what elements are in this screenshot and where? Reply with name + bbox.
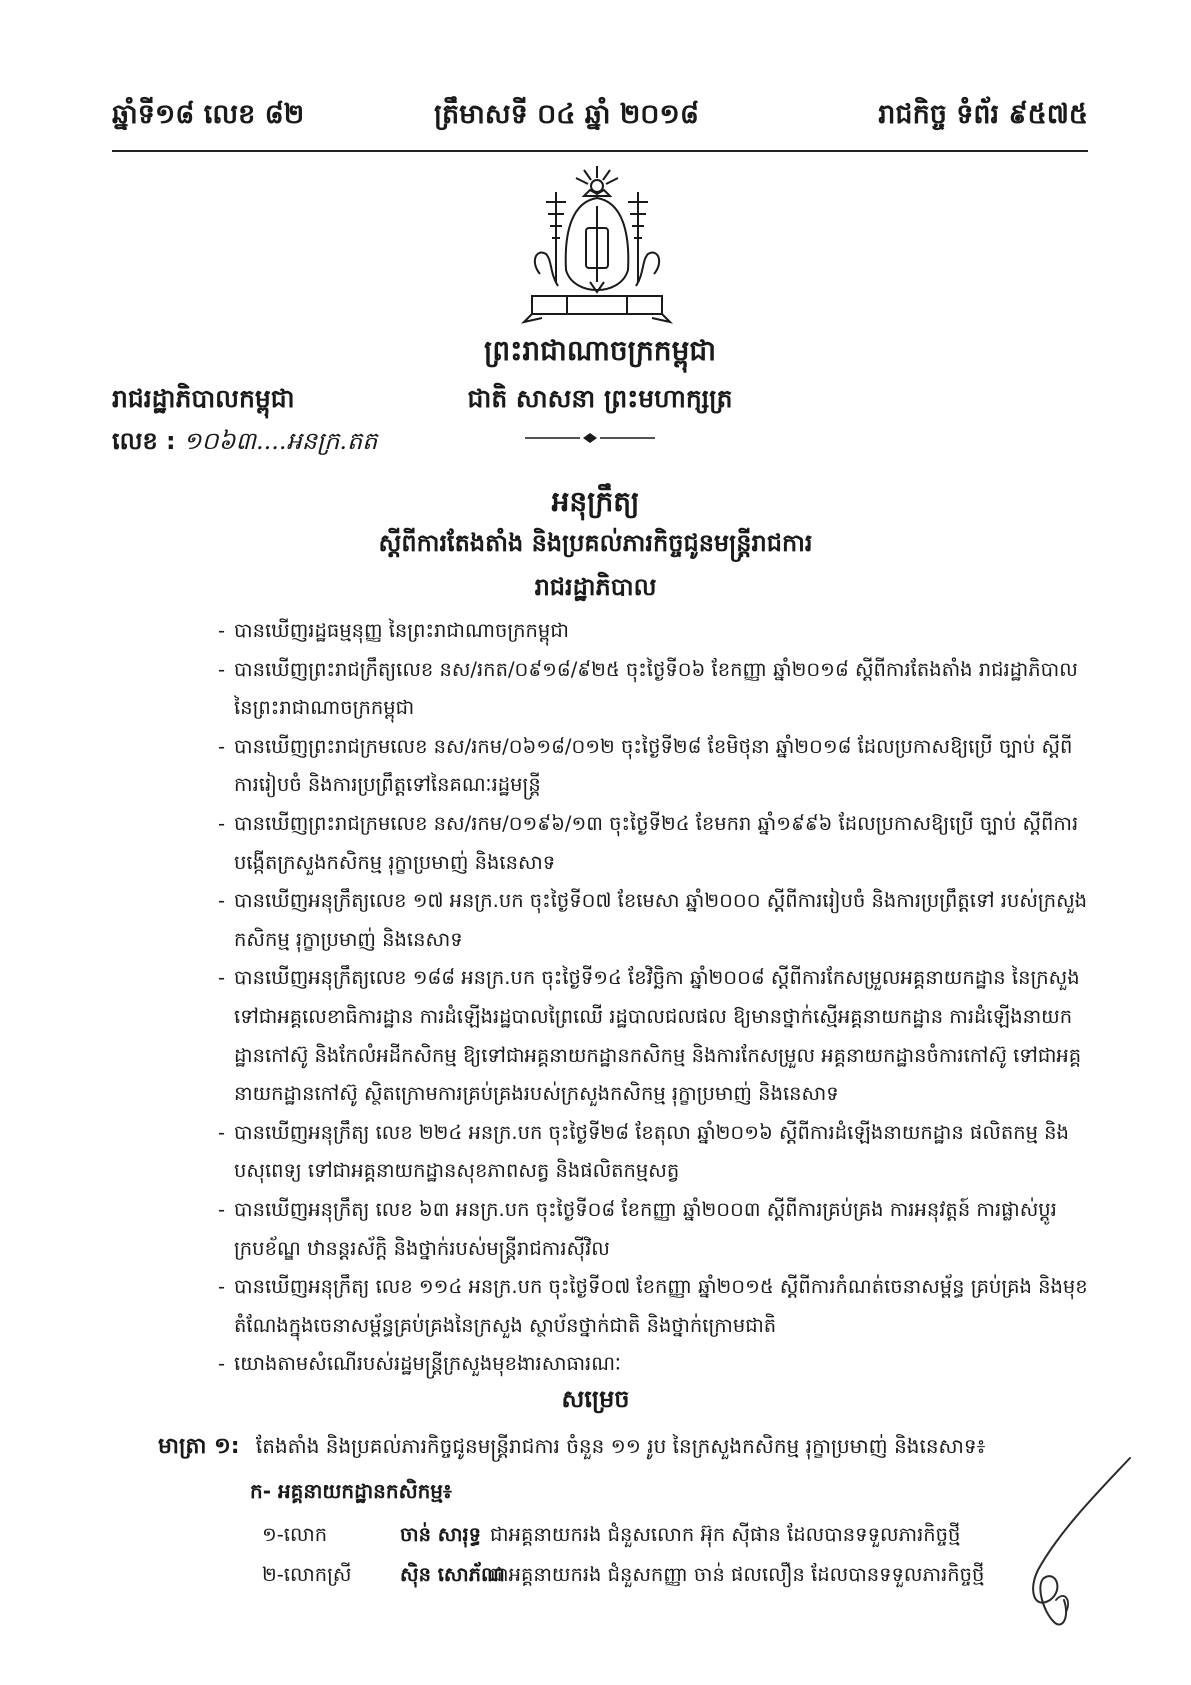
visa-item: - បានឃើញអនុក្រឹត្យ លេខ ១១៤ អនក្រ.បក ចុះថ្ងៃទី០៧ ខែកញ្ញា ឆ្នាំ២០១៥ ស្តីពីការកំណត់ចេនាសម្ព័ន្ធ គ្រប់គ្រង និងមុខតំណែងក្នុងចេនាសម្ព័ន្ធគ្រប់គ្រងនៃក្រសួង ស្ថាប័នថ្នាក់ជាតិ និងថ្នាក់ក្រោមជាតិ xyxy=(218,1268,1088,1345)
year-issue: ឆ្នាំទី១៨ លេខ ៨២ xyxy=(112,99,305,130)
decision-heading: សម្រេច xyxy=(561,1385,630,1413)
section-ka-heading: ក- អគ្គនាយកដ្ឋានកសិកម្ម៖ xyxy=(250,1479,452,1503)
issue-date: ត្រឹមាសទី ០៤ ឆ្នាំ ២០១៨ xyxy=(434,99,699,130)
kingdom-name: ព្រះរាជាណាចក្រកម្ពុជា xyxy=(483,334,716,367)
article-1-text: តែងតាំង និងប្រគល់ភារកិច្ចជូនមន្ត្រីរាជការ ចំនួន ១១ រូប នៃក្រសួងកសិកម្ម រុក្ខាប្រមាញ់ និងនេសាទ៖ xyxy=(255,1434,986,1458)
document-type: អនុក្រឹត្យ xyxy=(551,485,640,518)
national-motto: ជាតិ សាសនា ព្រះមហាក្សត្រ xyxy=(467,384,733,413)
article-1-label: មាត្រា ១: xyxy=(158,1434,240,1459)
document-subject: ស្តីពីការតែងតាំង និងប្រគល់ភារកិច្ចជូនមន្ត្រីរាជការ xyxy=(378,529,813,557)
handwritten-signature-icon xyxy=(1020,1450,1140,1650)
visa-item: - បានឃើញរដ្ឋធម្មនុញ្ញ នៃព្រះរាជាណាចក្រកម្ពុជា xyxy=(218,612,1088,651)
gazette-page-number: រាជកិច្ច ទំព័រ ៩៥៧៥ xyxy=(878,99,1088,130)
appointment-number: ១-លោក xyxy=(262,1523,328,1546)
reference-number xyxy=(112,426,377,461)
visa-item: - បានឃើញព្រះរាជក្រឹត្យលេខ នស/រកត/០៩១៨/៩២៥ ចុះថ្ងៃទី០៦ ខែកញ្ញា ឆ្នាំ២០១៨ ស្តីពីការតែងតាំង រាជរដ្ឋាភិបាល នៃព្រះរាជាណាចក្រកម្ពុជា xyxy=(218,651,1088,728)
ornament-divider-icon xyxy=(525,432,655,444)
reference-value: ១០៦៣....អនក្រ.តត xyxy=(183,427,378,455)
appointment-number: ២-លោកស្រី xyxy=(262,1563,352,1586)
appointee-name: ចាន់ សារុទ្ធ xyxy=(400,1523,482,1546)
royal-coat-of-arms-icon xyxy=(512,162,682,332)
appointment-description: ជាអគ្គនាយករង ជំនួសលោក អ៊ុក ស៊ីផាន ដែលបានទទួលភារកិច្ចថ្មី xyxy=(490,1523,961,1546)
visa-item: - បានឃើញអនុក្រឹត្យលេខ ១៧ អនក្រ.បក ចុះថ្ងៃទី០៧ ខែមេសា ឆ្នាំ២០០០ ស្តីពីការរៀបចំ និងការប្រព្រឹត្តទៅ របស់ក្រសួងកសិកម្ម រុក្ខាប្រមាញ់ និងនេសាទ xyxy=(218,882,1088,959)
appointment-description: ជាអគ្គនាយករង ជំនួសកញ្ញា ចាន់ ផលលឿន ដែលបានទទួលភារកិច្ចថ្មី xyxy=(490,1563,985,1586)
appointee-name: ស៊ិន សោភ័ណ xyxy=(400,1563,505,1586)
visa-item: - បានឃើញព្រះរាជក្រមលេខ នស/រកម/០១៩៦/១៣ ចុះថ្ងៃទី២៤ ខែមករា ឆ្នាំ១៩៩៦ ដែលប្រកាសឱ្យប្រើ ច្បាប់ ស្តីពីការបង្កើតក្រសួងកសិកម្ម រុក្ខាប្រមាញ់ និងនេសាទ xyxy=(218,805,1088,882)
reference-label: លេខ : xyxy=(112,427,176,455)
running-header xyxy=(112,98,1088,146)
article-1 xyxy=(158,1432,1088,1464)
visa-item: - បានឃើញព្រះរាជក្រមលេខ នស/រកម/០៦១៨/០១២ ចុះថ្ងៃទី២៨ ខែមិថុនា ឆ្នាំ២០១៨ ដែលប្រកាសឱ្យប្រើ ច្បាប់ ស្តីពីការរៀបចំ និងការប្រព្រឹត្តទៅនៃគណៈរដ្ឋមន្ត្រី xyxy=(218,728,1088,805)
visa-item: - យោងតាមសំណើរបស់រដ្ឋមន្ត្រីក្រសួងមុខងារសាធារណៈ xyxy=(218,1345,1088,1384)
visa-item: - បានឃើញអនុក្រឹត្យ លេខ ៦៣ អនក្រ.បក ចុះថ្ងៃទី០៨ ខែកញ្ញា ឆ្នាំ២០០៣ ស្តីពីការគ្រប់គ្រង ការអនុវត្តន៍ ការផ្លាស់ប្តូរក្របខ័ណ្ឌ ឋានន្តរស័ក្តិ និងថ្នាក់របស់មន្ត្រីរាជការស៊ីវិល xyxy=(218,1191,1088,1268)
document-issuer: រាជរដ្ឋាភិបាល xyxy=(534,573,657,601)
header-rule xyxy=(112,150,1088,152)
visa-list xyxy=(218,612,1088,1384)
government-name: រាជរដ្ឋាភិបាលកម្ពុជា xyxy=(112,384,295,413)
visa-item: - បានឃើញអនុក្រឹត្យ លេខ ២២៤ អនក្រ.បក ចុះថ្ងៃទី២៨ ខែតុលា ឆ្នាំ២០១៦ ស្តីពីការដំឡើងនាយកដ្ឋាន ផលិតកម្ម និងបសុពេទ្យ ទៅជាអគ្គនាយកដ្ឋានសុខភាពសត្វ និងផលិតកម្មសត្វ xyxy=(218,1114,1088,1191)
visa-item: - បានឃើញអនុក្រឹត្យលេខ ១៨៨ អនក្រ.បក ចុះថ្ងៃទី១៤ ខែវិច្ឆិកា ឆ្នាំ២០០៨ ស្តីពីការកែសម្រួលអគ្គនាយកដ្ឋាន នៃក្រសួង ទៅជាអគ្គលេខាធិការដ្ឋាន ការដំឡើងរដ្ឋបាលព្រៃឈើ រដ្ឋបាលជលផល ឱ្យមានថ្នាក់ស្មើអគ្គនាយកដ្ឋាន ការដំឡើងនាយកដ្ឋានកៅស៊ូ និងកែលំអដីកសិកម្ម ឱ្យទៅជាអគ្គនាយកដ្ឋានកសិកម្ម និងការកែសម្រួល អគ្គនាយកដ្ឋានចំការកៅស៊ូ ទៅជាអគ្គនាយកដ្ឋានកៅស៊ូ ស្ថិតក្រោមការគ្រប់គ្រងរបស់ក្រសួងកសិកម្ម រុក្ខាប្រមាញ់ និងនេសាទ xyxy=(218,959,1088,1113)
